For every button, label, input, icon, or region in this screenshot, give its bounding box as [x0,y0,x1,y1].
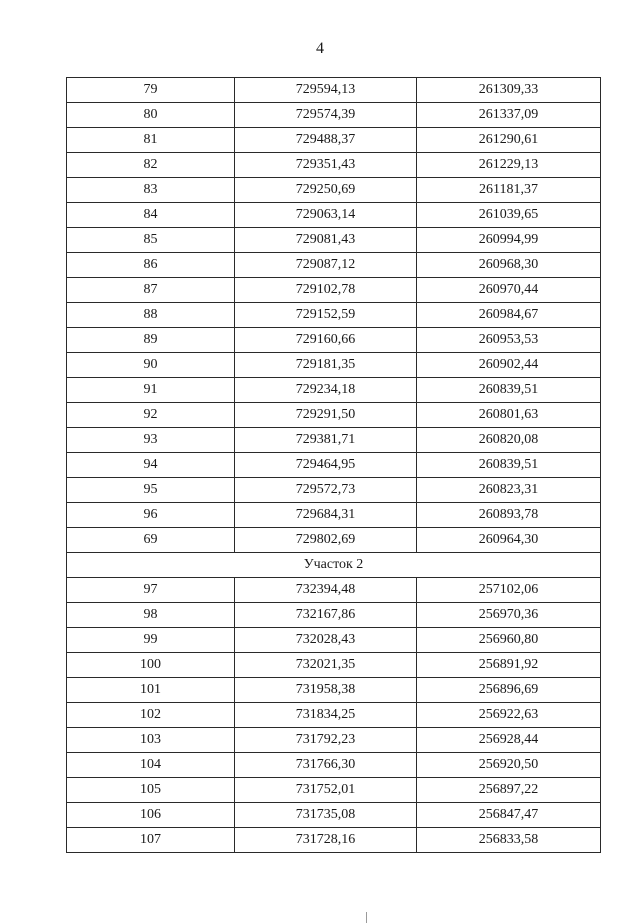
y-coordinate-cell: 256970,36 [417,603,601,628]
point-number-cell: 90 [67,353,235,378]
point-number-cell: 100 [67,653,235,678]
point-number-cell: 96 [67,503,235,528]
x-coordinate-cell: 729464,95 [235,453,417,478]
y-coordinate-cell: 256922,63 [417,703,601,728]
table-row [67,453,601,478]
x-coordinate-cell: 729063,14 [235,203,417,228]
x-coordinate-cell: 732021,35 [235,653,417,678]
point-number-cell: 83 [67,178,235,203]
y-coordinate-cell: 260984,67 [417,303,601,328]
y-coordinate-cell: 260964,30 [417,528,601,553]
y-coordinate-cell: 260820,08 [417,428,601,453]
x-coordinate-cell: 729250,69 [235,178,417,203]
x-coordinate-cell: 732167,86 [235,603,417,628]
y-coordinate-cell: 260801,63 [417,403,601,428]
point-number-cell: 85 [67,228,235,253]
section-title: Участок 2 [67,553,601,578]
y-coordinate-cell: 260994,99 [417,228,601,253]
point-number-cell: 92 [67,403,235,428]
point-number-cell: 98 [67,603,235,628]
x-coordinate-cell: 729381,71 [235,428,417,453]
y-coordinate-cell: 260839,51 [417,453,601,478]
x-coordinate-cell: 729684,31 [235,503,417,528]
coordinates-table-body [67,78,601,853]
table-row [67,603,601,628]
table-row [67,153,601,178]
section-header-row [67,553,601,578]
y-coordinate-cell: 261337,09 [417,103,601,128]
y-coordinate-cell: 260902,44 [417,353,601,378]
x-coordinate-cell: 729802,69 [235,528,417,553]
table-row [67,328,601,353]
table-row [67,128,601,153]
point-number-cell: 89 [67,328,235,353]
point-number-cell: 93 [67,428,235,453]
point-number-cell: 80 [67,103,235,128]
y-coordinate-cell: 260968,30 [417,253,601,278]
table-row [67,728,601,753]
point-number-cell: 87 [67,278,235,303]
table-row [67,378,601,403]
table-row [67,353,601,378]
x-coordinate-cell: 729291,50 [235,403,417,428]
x-coordinate-cell: 729574,39 [235,103,417,128]
x-coordinate-cell: 731728,16 [235,828,417,853]
point-number-cell: 88 [67,303,235,328]
table-row [67,503,601,528]
table-row [67,703,601,728]
point-number-cell: 86 [67,253,235,278]
y-coordinate-cell: 260839,51 [417,378,601,403]
x-coordinate-cell: 731792,23 [235,728,417,753]
y-coordinate-cell: 256891,92 [417,653,601,678]
point-number-cell: 106 [67,803,235,828]
x-coordinate-cell: 729081,43 [235,228,417,253]
table-row [67,803,601,828]
x-coordinate-cell: 729594,13 [235,78,417,103]
table-row [67,578,601,603]
scan-edge-mark [366,912,373,923]
table-row [67,678,601,703]
point-number-cell: 101 [67,678,235,703]
x-coordinate-cell: 731958,38 [235,678,417,703]
point-number-cell: 79 [67,78,235,103]
table-row [67,778,601,803]
point-number-cell: 81 [67,128,235,153]
table-row [67,828,601,853]
y-coordinate-cell: 261039,65 [417,203,601,228]
table-row [67,403,601,428]
table-row [67,78,601,103]
y-coordinate-cell: 261309,33 [417,78,601,103]
point-number-cell: 107 [67,828,235,853]
point-number-cell: 95 [67,478,235,503]
y-coordinate-cell: 257102,06 [417,578,601,603]
y-coordinate-cell: 261290,61 [417,128,601,153]
x-coordinate-cell: 732394,48 [235,578,417,603]
point-number-cell: 103 [67,728,235,753]
point-number-cell: 84 [67,203,235,228]
table-row [67,528,601,553]
y-coordinate-cell: 256897,22 [417,778,601,803]
table-row [67,653,601,678]
point-number-cell: 97 [67,578,235,603]
y-coordinate-cell: 261229,13 [417,153,601,178]
table-row [67,103,601,128]
y-coordinate-cell: 256896,69 [417,678,601,703]
x-coordinate-cell: 729102,78 [235,278,417,303]
table-row [67,178,601,203]
x-coordinate-cell: 731766,30 [235,753,417,778]
x-coordinate-cell: 729351,43 [235,153,417,178]
y-coordinate-cell: 256847,47 [417,803,601,828]
y-coordinate-cell: 260893,78 [417,503,601,528]
x-coordinate-cell: 729152,59 [235,303,417,328]
x-coordinate-cell: 731752,01 [235,778,417,803]
x-coordinate-cell: 729572,73 [235,478,417,503]
coordinates-table [66,77,601,853]
table-row [67,278,601,303]
table-row [67,253,601,278]
table-row [67,228,601,253]
x-coordinate-cell: 731735,08 [235,803,417,828]
point-number-cell: 69 [67,528,235,553]
y-coordinate-cell: 261181,37 [417,178,601,203]
x-coordinate-cell: 732028,43 [235,628,417,653]
y-coordinate-cell: 256920,50 [417,753,601,778]
x-coordinate-cell: 729087,12 [235,253,417,278]
y-coordinate-cell: 260953,53 [417,328,601,353]
y-coordinate-cell: 260970,44 [417,278,601,303]
table-row [67,203,601,228]
y-coordinate-cell: 260823,31 [417,478,601,503]
point-number-cell: 102 [67,703,235,728]
x-coordinate-cell: 731834,25 [235,703,417,728]
x-coordinate-cell: 729488,37 [235,128,417,153]
y-coordinate-cell: 256928,44 [417,728,601,753]
table-row [67,303,601,328]
x-coordinate-cell: 729181,35 [235,353,417,378]
point-number-cell: 104 [67,753,235,778]
x-coordinate-cell: 729160,66 [235,328,417,353]
x-coordinate-cell: 729234,18 [235,378,417,403]
y-coordinate-cell: 256960,80 [417,628,601,653]
point-number-cell: 94 [67,453,235,478]
table-row [67,478,601,503]
point-number-cell: 82 [67,153,235,178]
page-number: 4 [316,40,324,57]
point-number-cell: 91 [67,378,235,403]
point-number-cell: 99 [67,628,235,653]
y-coordinate-cell: 256833,58 [417,828,601,853]
point-number-cell: 105 [67,778,235,803]
table-row [67,428,601,453]
table-row [67,628,601,653]
table-row [67,753,601,778]
